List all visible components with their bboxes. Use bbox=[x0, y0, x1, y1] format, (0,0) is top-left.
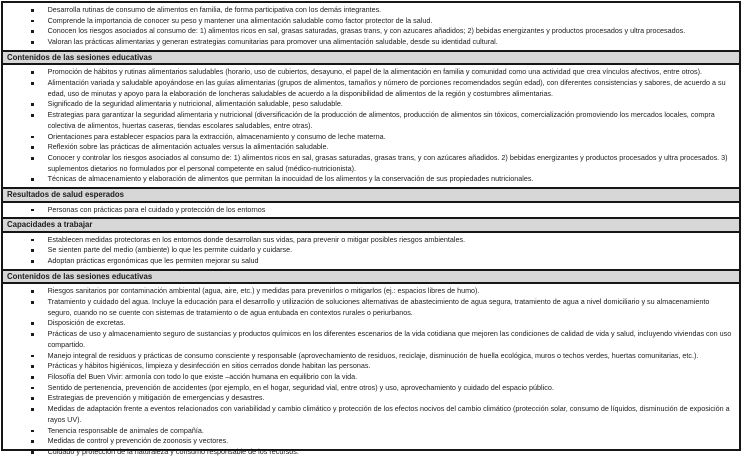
bullet-text: Prácticas y hábitos higiénicos, limpieza y desinfección en sitios cerrados donde habitan las personas. bbox=[47, 361, 371, 371]
bullet-text: Riesgos sanitarios por contaminación ambiental (agua, aire, etc.) y medidas para prevenirlos o mitigarlos (ej.: espacios libres de humo). bbox=[47, 286, 480, 296]
section-header-label: Contenidos de las sesiones educativas bbox=[7, 52, 153, 62]
bullet-text: Prácticas de uso y almacenamiento seguro de sustancias y productos químicos en los diferentes escenarios de la vida cotidiana que mejoren las condiciones de calidad de vida y salud, incluyendo viviendas con uso compartido. bbox=[47, 329, 732, 349]
bullet-icon bbox=[31, 114, 34, 117]
bullet-text: Significado de la seguridad alimentaria y nutricional, alimentación saludable, peso saludable. bbox=[47, 99, 343, 109]
bullet-icon bbox=[31, 290, 34, 293]
list-item bbox=[3, 436, 735, 447]
list-item bbox=[3, 5, 735, 16]
bullet-icon bbox=[31, 430, 34, 433]
bullet-text: Alimentación variada y saludable apoyándose en las guías alimentarias (grupos de alimentos, tamaños y número de porciones recomendados según edad), con diferentes consistencias y sabores, de acuerdo a su edad, uso de minutas y apoyo para la elaboración de loncheras saludables de acuerdo a la disponibilidad de alimentos de la región y costumbres alimentarias. bbox=[47, 78, 726, 98]
list-item bbox=[3, 256, 735, 267]
bullet-icon bbox=[31, 239, 34, 242]
list-item bbox=[3, 372, 735, 383]
bullet-text: Comprende la importancia de conocer su peso y mantener una alimentación saludable como factor protector de la salud. bbox=[47, 15, 433, 25]
section-header-label: Contenidos de las sesiones educativas bbox=[7, 271, 153, 281]
bullet-icon bbox=[31, 103, 34, 106]
bullet-icon bbox=[31, 82, 34, 85]
document-table bbox=[1, 1, 741, 456]
bullet-icon bbox=[31, 260, 34, 263]
bullet-icon bbox=[31, 30, 34, 33]
bullet-icon bbox=[31, 322, 34, 325]
bullet-icon bbox=[31, 136, 34, 139]
bullet-group bbox=[3, 3, 739, 50]
bullet-icon bbox=[31, 397, 34, 400]
section-header-label: Resultados de salud esperados bbox=[7, 190, 124, 200]
bullet-text: Conocen los riesgos asociados al consumo de: 1) alimentos ricos en sal, grasas saturadas, grasas trans, y con azucares añadidos; 2) bebidas energizantes y productos procesados y ultra procesados. bbox=[47, 26, 686, 36]
section-header bbox=[3, 269, 739, 285]
bullet-icon bbox=[31, 157, 34, 160]
list-item bbox=[3, 351, 735, 362]
bullet-icon bbox=[31, 355, 34, 358]
list-item bbox=[3, 245, 735, 256]
list-item bbox=[3, 174, 735, 185]
list-item bbox=[3, 16, 735, 27]
list-item bbox=[3, 37, 735, 48]
list-item bbox=[3, 67, 735, 78]
bullet-text: Sentido de pertenencia, prevención de accidentes (por ejemplo, en el hogar, seguridad vial, entre otros) y uso, aprovechamiento y cuidado del espacio público. bbox=[47, 382, 554, 392]
bullet-group bbox=[3, 65, 739, 187]
bullet-group bbox=[3, 203, 739, 218]
section-header-label: Capacidades a trabajar bbox=[7, 220, 93, 230]
list-item bbox=[3, 153, 735, 174]
list-item bbox=[3, 99, 735, 110]
bullet-text: Adoptan prácticas ergonómicas que les permiten mejorar su salud bbox=[47, 256, 259, 266]
list-item bbox=[3, 297, 735, 318]
list-item bbox=[3, 78, 735, 99]
bullet-text: Se sienten parte del medio (ambiente) lo que les permite cuidarlo y cuidarse. bbox=[47, 245, 293, 255]
bullet-text: Establecen medidas protectoras en los entornos donde desarrollan sus vidas, para prevenir o mitigar posibles riesgos ambientales. bbox=[47, 234, 466, 244]
bullet-icon bbox=[31, 20, 34, 23]
list-item bbox=[3, 132, 735, 143]
list-item bbox=[3, 447, 735, 458]
bullet-icon bbox=[31, 301, 34, 304]
list-item bbox=[3, 286, 735, 297]
list-item bbox=[3, 329, 735, 350]
bullet-text: Reflexión sobre las prácticas de alimentación actuales versus la alimentación saludable. bbox=[47, 142, 329, 152]
bullet-icon bbox=[31, 451, 34, 454]
bullet-icon bbox=[31, 249, 34, 252]
bullet-text: Medidas de adaptación frente a eventos relacionados con variabilidad y cambio climático y protección de los efectos nocivos del cambio climático (protección solar, consumo de líquidos, disminución de exposición a rayos UV). bbox=[47, 404, 730, 424]
bullet-group bbox=[3, 233, 739, 269]
list-item bbox=[3, 426, 735, 437]
bullet-text: Tratamiento y cuidado del agua. Incluye la educación para el desarrollo y utilización de soluciones alternativas de abastecimiento de agua segura, tratamiento de agua a nivel domiciliario y su almacenamiento seguro, cuando no se cuente con sistemas de tratamiento o de agua entubada en contextos rurales o periurbanos. bbox=[47, 297, 710, 317]
bullet-group bbox=[3, 284, 739, 459]
bullet-text: Cuidado y protección de la naturaleza y consumo responsable de los recursos. bbox=[47, 446, 299, 456]
bullet-text: Estrategias para garantizar la seguridad alimentaria y nutricional (diversificación de la producción de alimentos, producción de alimentos sin tóxicos, comercialización promoviendo los mercados locales, compra colectiva de alimentos, huertas caseras, tiendas escolares saludables, entre otras). bbox=[47, 110, 715, 130]
bullet-text: Desarrolla rutinas de consumo de alimentos en familia, de forma participativa con los demás integrantes. bbox=[47, 5, 382, 14]
list-item bbox=[3, 26, 735, 37]
list-item bbox=[3, 205, 735, 216]
bullet-text: Medidas de control y prevención de zoonosis y vectores. bbox=[47, 436, 229, 446]
list-item bbox=[3, 383, 735, 394]
list-item bbox=[3, 318, 735, 329]
section-header bbox=[3, 217, 739, 233]
bullet-text: Conocer y controlar los riesgos asociados al consumo de: 1) alimentos ricos en sal, grasas saturadas, grasas trans, y con azúcares añadidos. 2) bebidas energizantes y productos procesados y ultra procesados. 3) suplementos dietarios no formulados por el personal competente en salud (médico-nutricionista). bbox=[47, 152, 728, 173]
bullet-icon bbox=[31, 376, 34, 379]
bullet-text: Personas con prácticas para el cuidado y protección de los entornos bbox=[47, 204, 266, 214]
list-item bbox=[3, 235, 735, 246]
bullet-icon bbox=[31, 178, 34, 181]
list-item bbox=[3, 142, 735, 153]
bullet-icon bbox=[31, 440, 34, 443]
list-item bbox=[3, 393, 735, 404]
bullet-icon bbox=[31, 408, 34, 411]
bullet-text: Promoción de hábitos y rutinas alimentarios saludables (horario, uso de cubiertos, desayuno, el papel de la alimentación en familia y comunidad como una actividad que crea vínculos afectivos, entre otros). bbox=[47, 67, 703, 77]
bullet-icon bbox=[31, 333, 34, 336]
bullet-text: Disposición de excretas. bbox=[47, 318, 126, 328]
bullet-text: Orientaciones para establecer espacios para la extracción, almacenamiento y consumo de leche materna. bbox=[47, 131, 386, 141]
list-item bbox=[3, 361, 735, 372]
bullet-icon bbox=[31, 9, 34, 12]
bullet-icon bbox=[31, 71, 34, 74]
bullet-text: Tenencia responsable de animales de compañía. bbox=[47, 425, 204, 435]
bullet-icon bbox=[31, 387, 34, 390]
list-item bbox=[3, 110, 735, 131]
bullet-icon bbox=[31, 209, 34, 212]
bullet-icon bbox=[31, 365, 34, 368]
bullet-text: Estrategias de prevención y mitigación de emergencias y desastres. bbox=[47, 393, 265, 403]
bullet-text: Técnicas de almacenamiento y elaboración de alimentos que permitan la inocuidad de los alimentos y la conservación de sus propiedades nutricionales. bbox=[47, 174, 534, 184]
bullet-text: Filosofía del Buen Vivir: armonía con todo lo que existe –acción humana en equilibrio con la vida. bbox=[47, 371, 358, 381]
section-header bbox=[3, 50, 739, 66]
bullet-icon bbox=[31, 41, 34, 44]
bullet-icon bbox=[31, 146, 34, 149]
section-header bbox=[3, 187, 739, 203]
bullet-text: Valoran las prácticas alimentarias y generan estrategias comunitarias para promover una alimentación saludable, desde su identidad cultural. bbox=[47, 37, 498, 47]
bullet-text: Manejo integral de residuos y prácticas de consumo consciente y responsable (aprovechamiento de residuos, reciclaje, disminución de huella ecológica, muros o techos verdes, huertas comunitarias, etc.). bbox=[47, 350, 699, 360]
list-item bbox=[3, 404, 735, 425]
